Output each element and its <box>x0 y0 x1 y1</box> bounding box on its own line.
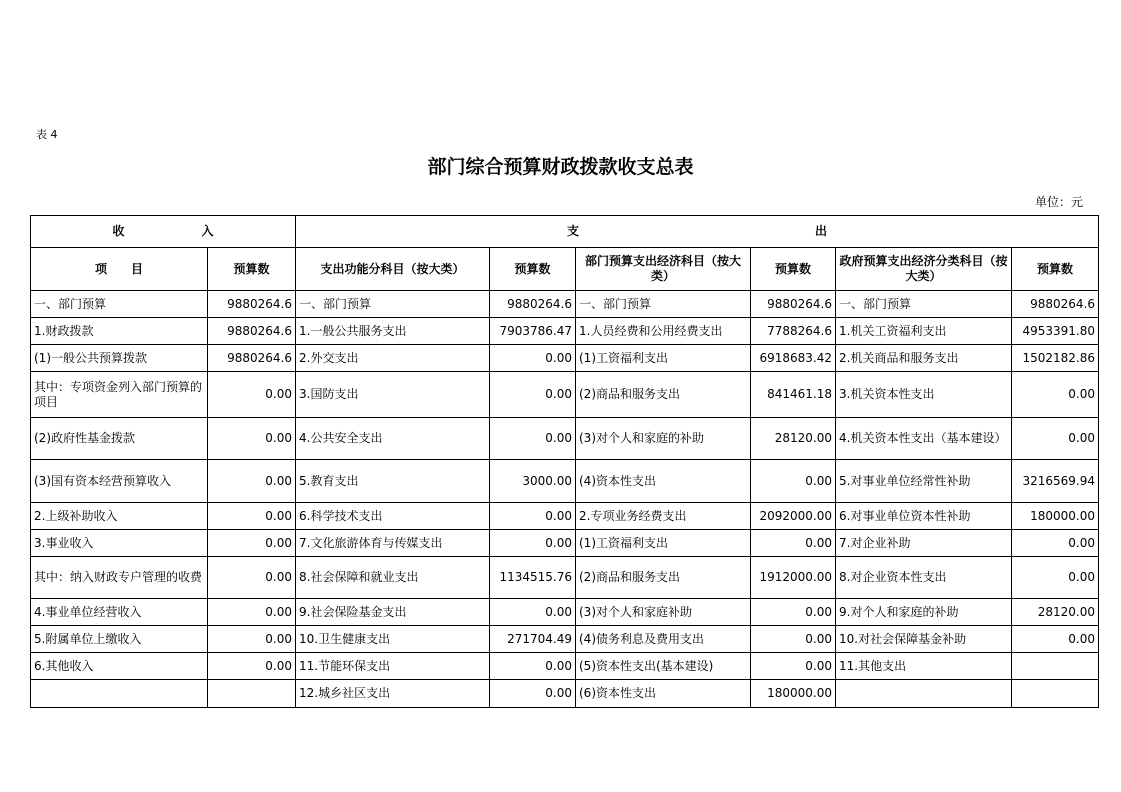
function-item-cell: 8.社会保障和就业支出 <box>296 557 490 599</box>
function-amount-cell: 7903786.47 <box>490 318 576 345</box>
gov-econ-amount-cell: 180000.00 <box>1012 503 1099 530</box>
income-item-cell: 2.上级补助收入 <box>31 503 208 530</box>
table-row <box>31 599 1099 626</box>
income-item-cell: 其中：专项资金列入部门预算的项目 <box>31 372 208 418</box>
function-amount-cell: 271704.49 <box>490 626 576 653</box>
gov-econ-item-cell: 2.机关商品和服务支出 <box>836 345 1012 372</box>
gov-econ-item-cell: 6.对事业单位资本性补助 <box>836 503 1012 530</box>
gov-econ-item-cell: 5.对事业单位经常性补助 <box>836 460 1012 503</box>
function-amount-cell: 0.00 <box>490 345 576 372</box>
dept-econ-item-cell: (5)资本性支出(基本建设) <box>576 653 751 680</box>
income-amount-cell: 0.00 <box>208 653 296 680</box>
gov-economic-category-header: 政府预算支出经济分类科目（按大类） <box>836 248 1012 291</box>
dept-econ-amount-cell: 0.00 <box>751 653 836 680</box>
income-item-cell: 4.事业单位经营收入 <box>31 599 208 626</box>
gov-econ-item-cell: 1.机关工资福利支出 <box>836 318 1012 345</box>
amount-header: 预算数 <box>490 248 576 291</box>
function-item-cell: 5.教育支出 <box>296 460 490 503</box>
function-item-cell: 2.外交支出 <box>296 345 490 372</box>
income-amount-cell: 9880264.6 <box>208 345 296 372</box>
income-item-cell: 1.财政拨款 <box>31 318 208 345</box>
dept-econ-item-cell: (6)资本性支出 <box>576 680 751 708</box>
income-item-cell: 5.附属单位上缴收入 <box>31 626 208 653</box>
dept-econ-amount-cell: 2092000.00 <box>751 503 836 530</box>
item-header: 项 目 <box>31 248 208 291</box>
function-item-cell: 6.科学技术支出 <box>296 503 490 530</box>
dept-econ-amount-cell: 1912000.00 <box>751 557 836 599</box>
table-row <box>31 418 1099 460</box>
gov-econ-amount-cell: 1502182.86 <box>1012 345 1099 372</box>
gov-econ-item-cell: 11.其他支出 <box>836 653 1012 680</box>
function-item-cell: 9.社会保险基金支出 <box>296 599 490 626</box>
gov-econ-item-cell: 一、部门预算 <box>836 291 1012 318</box>
income-amount-cell: 0.00 <box>208 372 296 418</box>
gov-econ-item-cell: 9.对个人和家庭的补助 <box>836 599 1012 626</box>
income-amount-cell: 0.00 <box>208 418 296 460</box>
dept-econ-item-cell: (3)对个人和家庭补助 <box>576 599 751 626</box>
dept-econ-amount-cell: 0.00 <box>751 599 836 626</box>
table-row <box>31 557 1099 599</box>
function-amount-cell: 1134515.76 <box>490 557 576 599</box>
table-row <box>31 530 1099 557</box>
income-item-cell: (1)一般公共预算拨款 <box>31 345 208 372</box>
income-item-cell: 3.事业收入 <box>31 530 208 557</box>
gov-econ-amount-cell: 4953391.80 <box>1012 318 1099 345</box>
gov-econ-amount-cell: 0.00 <box>1012 530 1099 557</box>
unit-label: 单位：元 <box>1034 195 1083 209</box>
gov-econ-item-cell: 3.机关资本性支出 <box>836 372 1012 418</box>
amount-header: 预算数 <box>208 248 296 291</box>
income-item-cell: 6.其他收入 <box>31 653 208 680</box>
table-row <box>31 291 1099 318</box>
dept-econ-item-cell: (2)商品和服务支出 <box>576 557 751 599</box>
function-amount-cell: 0.00 <box>490 653 576 680</box>
income-amount-cell: 9880264.6 <box>208 291 296 318</box>
function-amount-cell: 0.00 <box>490 503 576 530</box>
income-amount-cell: 0.00 <box>208 503 296 530</box>
income-amount-cell: 0.00 <box>208 557 296 599</box>
budget-table <box>30 215 1099 708</box>
gov-econ-item-cell: 10.对社会保障基金补助 <box>836 626 1012 653</box>
function-item-cell: 10.卫生健康支出 <box>296 626 490 653</box>
function-amount-cell: 0.00 <box>490 530 576 557</box>
dept-econ-item-cell: (3)对个人和家庭的补助 <box>576 418 751 460</box>
gov-econ-amount-cell: 0.00 <box>1012 626 1099 653</box>
function-item-cell: 11.节能环保支出 <box>296 653 490 680</box>
dept-econ-item-cell: (2)商品和服务支出 <box>576 372 751 418</box>
function-amount-cell: 0.00 <box>490 599 576 626</box>
table-row <box>31 503 1099 530</box>
income-item-cell: (3)国有资本经营预算收入 <box>31 460 208 503</box>
page-title: 部门综合预算财政拨款收支总表 <box>427 156 694 178</box>
dept-econ-item-cell: (1)工资福利支出 <box>576 530 751 557</box>
gov-econ-amount-cell <box>1012 653 1099 680</box>
gov-econ-amount-cell: 3216569.94 <box>1012 460 1099 503</box>
gov-econ-amount-cell: 0.00 <box>1012 372 1099 418</box>
function-item-cell: 12.城乡社区支出 <box>296 680 490 708</box>
income-item-cell: 其中：纳入财政专户管理的收费 <box>31 557 208 599</box>
function-item-cell: 7.文化旅游体育与传媒支出 <box>296 530 490 557</box>
gov-econ-amount-cell: 9880264.6 <box>1012 291 1099 318</box>
table-row <box>31 318 1099 345</box>
function-item-cell: 一、部门预算 <box>296 291 490 318</box>
income-section-header: 收 入 <box>31 216 296 248</box>
function-amount-cell: 3000.00 <box>490 460 576 503</box>
gov-econ-item-cell: 8.对企业资本性支出 <box>836 557 1012 599</box>
function-amount-cell: 9880264.6 <box>490 291 576 318</box>
income-amount-cell: 9880264.6 <box>208 318 296 345</box>
table-row <box>31 626 1099 653</box>
dept-econ-item-cell: 一、部门预算 <box>576 291 751 318</box>
income-item-cell <box>31 680 208 708</box>
amount-header: 预算数 <box>1012 248 1099 291</box>
dept-econ-amount-cell: 6918683.42 <box>751 345 836 372</box>
income-amount-cell: 0.00 <box>208 626 296 653</box>
function-item-cell: 1.一般公共服务支出 <box>296 318 490 345</box>
income-amount-cell: 0.00 <box>208 599 296 626</box>
amount-header: 预算数 <box>751 248 836 291</box>
function-amount-cell: 0.00 <box>490 418 576 460</box>
dept-econ-amount-cell: 841461.18 <box>751 372 836 418</box>
table-row <box>31 372 1099 418</box>
expense-section-header: 支 出 <box>296 216 1099 248</box>
dept-econ-amount-cell: 0.00 <box>751 460 836 503</box>
gov-econ-item-cell: 4.机关资本性支出（基本建设） <box>836 418 1012 460</box>
dept-econ-amount-cell: 9880264.6 <box>751 291 836 318</box>
gov-econ-amount-cell: 28120.00 <box>1012 599 1099 626</box>
dept-econ-item-cell: 2.专项业务经费支出 <box>576 503 751 530</box>
dept-econ-item-cell: 1.人员经费和公用经费支出 <box>576 318 751 345</box>
gov-econ-amount-cell: 0.00 <box>1012 557 1099 599</box>
income-item-cell: 一、部门预算 <box>31 291 208 318</box>
section-header-row <box>31 216 1099 248</box>
function-category-header: 支出功能分科目（按大类） <box>296 248 490 291</box>
column-header-row <box>31 248 1099 291</box>
income-amount-cell <box>208 680 296 708</box>
function-amount-cell: 0.00 <box>490 372 576 418</box>
function-item-cell: 3.国防支出 <box>296 372 490 418</box>
function-item-cell: 4.公共安全支出 <box>296 418 490 460</box>
dept-econ-item-cell: (4)资本性支出 <box>576 460 751 503</box>
dept-econ-amount-cell: 28120.00 <box>751 418 836 460</box>
income-item-cell: (2)政府性基金拨款 <box>31 418 208 460</box>
dept-economic-category-header: 部门预算支出经济科目（按大类） <box>576 248 751 291</box>
income-amount-cell: 0.00 <box>208 530 296 557</box>
table-row <box>31 680 1099 708</box>
gov-econ-item-cell: 7.对企业补助 <box>836 530 1012 557</box>
function-amount-cell: 0.00 <box>490 680 576 708</box>
gov-econ-amount-cell <box>1012 680 1099 708</box>
dept-econ-amount-cell: 180000.00 <box>751 680 836 708</box>
dept-econ-amount-cell: 0.00 <box>751 530 836 557</box>
income-amount-cell: 0.00 <box>208 460 296 503</box>
table-number: 表 4 <box>36 128 58 141</box>
dept-econ-amount-cell: 0.00 <box>751 626 836 653</box>
gov-econ-amount-cell: 0.00 <box>1012 418 1099 460</box>
table-row <box>31 460 1099 503</box>
table-row <box>31 345 1099 372</box>
gov-econ-item-cell <box>836 680 1012 708</box>
table-row <box>31 653 1099 680</box>
dept-econ-item-cell: (1)工资福利支出 <box>576 345 751 372</box>
dept-econ-amount-cell: 7788264.6 <box>751 318 836 345</box>
dept-econ-item-cell: (4)债务利息及费用支出 <box>576 626 751 653</box>
